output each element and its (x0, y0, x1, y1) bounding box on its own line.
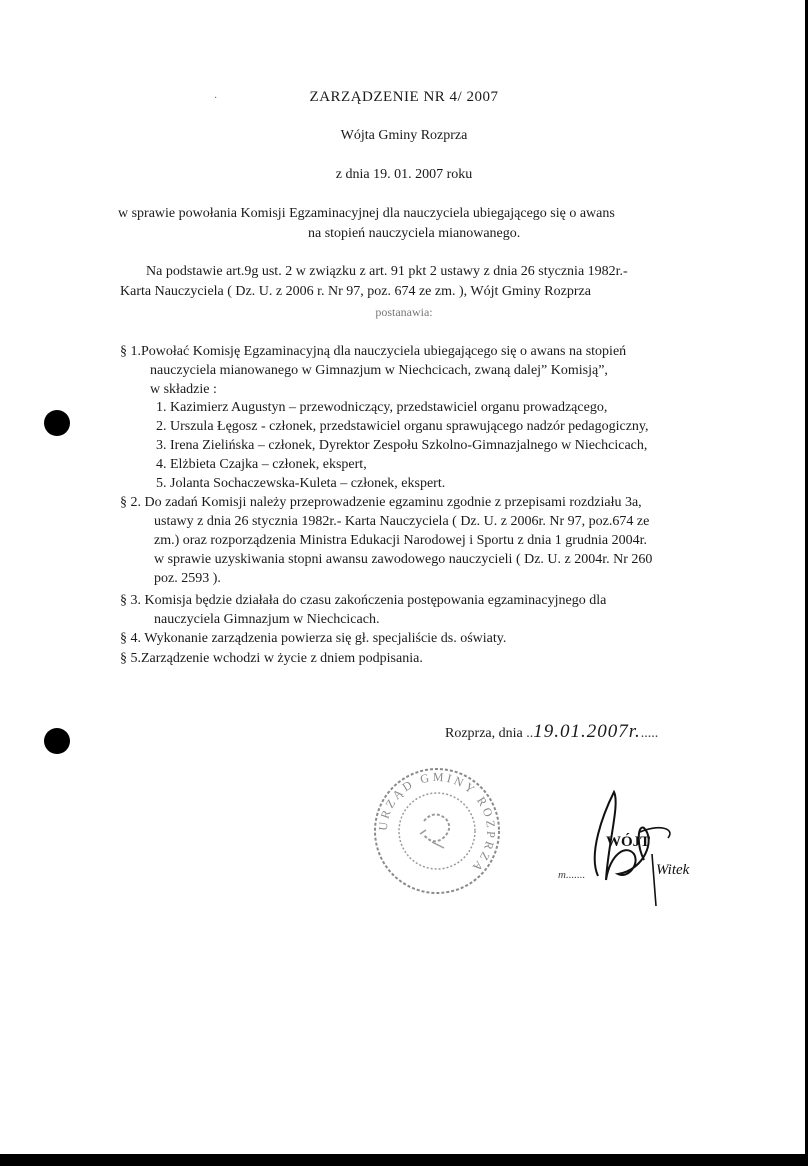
punch-hole-icon (44, 410, 70, 436)
committee-member: 2. Urszula Łęgosz - członek, przedstawiciel organu sprawującego nadzór pedagogiczny, (156, 419, 649, 434)
section-2-line-3: zm.) oraz rozporządzenia Ministra Edukacji Narodowej i Sportu z dnia 1 grudnia 2004r. (154, 533, 647, 548)
handwritten-signature-icon (548, 784, 718, 914)
subject-line-1: w sprawie powołania Komisji Egzaminacyjnej dla nauczyciela ubiegającego się o awans (118, 206, 615, 221)
stamp-text: URZĄD GMINY ROZPRZA (375, 769, 499, 877)
issuer-line: Wójta Gminy Rozprza (340, 128, 468, 143)
section-2-line-1: § 2. Do zadań Komisji należy przeprowadzenie egzaminu zgodnie z przepisami rozdziału 3a, (120, 495, 642, 510)
subject-line-2: na stopień nauczyciela mianowanego. (308, 226, 521, 241)
section-2-line-2: ustawy z dnia 26 stycznia 1982r.- Karta Nauczyciela ( Dz. U. z 2006r. Nr 97, poz.674 ze (154, 514, 650, 529)
place-label: Rozprza, dnia (445, 726, 523, 741)
preamble-line-2: Karta Nauczyciela ( Dz. U. z 2006 r. Nr 97, poz. 674 ze zm. ), Wójt Gminy Rozprza (120, 284, 591, 299)
section-3-line-2: nauczyciela Gimnazjum w Niechcicach. (154, 612, 380, 627)
signatory-fragment: Witek (656, 862, 690, 878)
scan-speck: · (214, 93, 218, 104)
document-title: ZARZĄDZENIE NR 4/ 2007 (309, 89, 499, 105)
date-line: z dnia 19. 01. 2007 roku (335, 167, 473, 182)
section-1-line-3: w składzie : (150, 382, 217, 397)
section-2-line-4: w sprawie uzyskiwania stopni awansu zawodowego nauczycieli ( Dz. U. z 2004r. Nr 260 (154, 552, 653, 567)
preamble-line-3: postanawia: (375, 305, 433, 319)
section-4: § 4. Wykonanie zarządzenia powierza się gł. specjaliście ds. oświaty. (120, 631, 507, 646)
scan-edge-bottom (0, 1154, 808, 1166)
preamble-line-1: Na podstawie art.9g ust. 2 w związku z art. 91 pkt 2 ustawy z dnia 26 stycznia 1982r.- (146, 264, 628, 279)
place-date-line (445, 721, 658, 743)
committee-member: 4. Elżbieta Czajka – członek, ekspert, (156, 457, 367, 472)
dotted-leader: .. (526, 726, 534, 741)
section-1-line-2: nauczyciela mianowanego w Gimnazjum w Niechcicach, zwaną dalej” Komisją”, (150, 363, 608, 378)
section-3-line-1: § 3. Komisja będzie działała do czasu zakończenia postępowania egzaminacyjnego dla (120, 593, 607, 608)
official-title: WÓJT (606, 834, 651, 850)
section-5: § 5.Zarządzenie wchodzi w życie z dniem podpisania. (120, 651, 423, 666)
committee-member: 5. Jolanta Sochaczewska-Kuleta – członek, ekspert. (156, 476, 446, 491)
punch-hole-icon (44, 728, 70, 754)
section-2-line-5: poz. 2593 ). (154, 571, 221, 586)
dotted-leader: ..... (640, 726, 659, 741)
round-stamp-icon (372, 766, 502, 896)
committee-member: 3. Irena Zielińska – członek, Dyrektor Zespołu Szkolno-Gimnazjalnego w Niechcicach, (156, 438, 648, 453)
handwritten-date: 19.01.2007r. (533, 721, 641, 742)
committee-member: 1. Kazimierz Augustyn – przewodniczący, przedstawiciel organu prowadzącego, (156, 400, 608, 415)
section-1-line-1: § 1.Powołać Komisję Egzaminacyjną dla nauczyciela ubiegającego się o awans na stopień (120, 344, 627, 359)
signature-dots: m....... (558, 869, 586, 881)
